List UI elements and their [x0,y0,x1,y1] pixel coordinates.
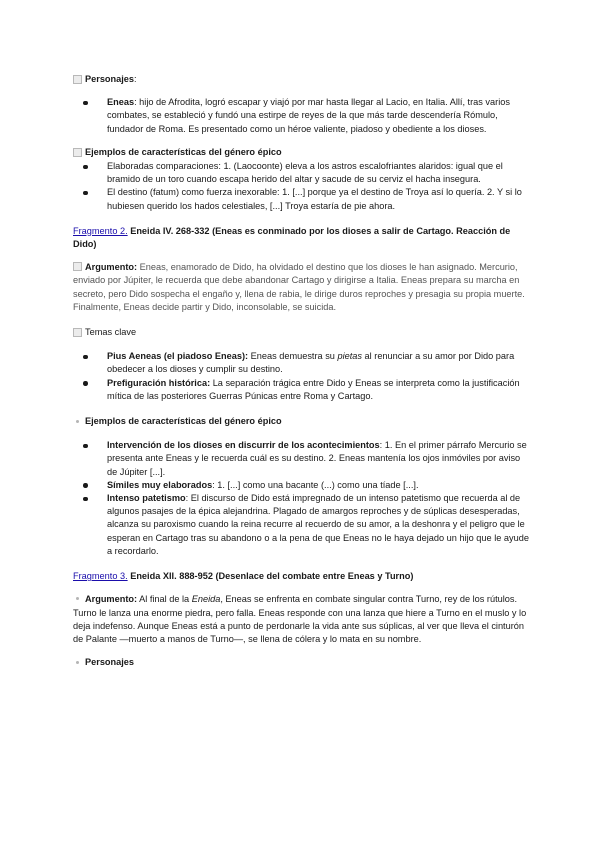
ejemplos-list-2 [73,439,530,558]
personajes-label: Personajes [85,74,135,84]
ejemplos-heading-1 [73,146,530,159]
temas-heading [73,326,530,339]
checkbox-icon [73,75,82,84]
item-text: El destino (fatum) como fuerza inexorable: 1. [...] porque ya el destino de Troya así lo quería. 2. Y si lo hubiesen querido los hados celestiales, [...] Troya estaría de pie ahora. [107,187,522,211]
personajes-heading [73,73,530,86]
argumento-2-paragraph [73,261,530,314]
checkbox-icon [73,148,82,157]
list-item [107,479,530,492]
item-label: Intervención de los dioses en discurrir de los acontecimientos [107,440,380,451]
ejemplos-label: Ejemplos de características del género épico [85,146,282,157]
argumento-3-paragraph [73,593,530,646]
argumento-label: Argumento: [85,594,138,605]
temas-label: Temas clave [85,327,137,338]
item-text: al renunciar a su amor por Dido para obedecer a los dioses y cumplir su destino. [107,351,515,375]
item-label: Pius Aeneas (el piadoso Eneas): [107,351,249,362]
list-item [107,160,530,186]
item-label: Eneas [107,97,135,108]
item-text: Elaboradas comparaciones: 1. (Laocoonte) eleva a los astros escalofriantes alaridos: igual que el bramido de un toro cuando escapa herido del altar y sacude de su cerviz el hacha insegura. [107,161,503,185]
personajes-heading-3 [73,656,530,669]
bullet-dot-icon [76,420,79,423]
checkbox-icon [73,262,82,271]
argumento-emphasis: Eneida [191,594,221,605]
list-item [107,377,530,403]
item-text: : 1. En el primer párrafo Mercurio se presenta ante Eneas y le recuerda cuál es su destino. 2. Eneas mantenía los ojos inmóviles por aviso de Júpiter [...]. [107,440,527,477]
ejemplos-label: Ejemplos de características del género épico [85,416,282,427]
personajes-label: Personajes [85,657,135,668]
item-emphasis: pietas [337,351,362,362]
item-text: La separación trágica entre Dido y Eneas se interpreta como la justificación mítica de las posteriores Guerras Púnicas entre Roma y Cartago. [107,377,520,401]
item-text: : hijo de Afrodita, logró escapar y viajó por mar hasta llegar al Lacio, en Italia. Allí, tras varios combates, se estableció y fundó una estirpe de reyes de la que más tarde descendería Rómulo, fundador de Roma. Es presentado como un héroe valiente, piadoso y obediente a los dioses. [107,97,510,134]
item-text: : El discurso de Dido está impregnado de un intenso patetismo que recuerda al de algunos pasajes de la épica alejandrina. Plagado de amargos reproches y de súplicas desesperadas, alcanza su paroxismo cuando la reina recurre al recuerdo de su amor, a la deshonra y el peligro que le esperan en Cartago tras su abandono o a la pena de que Eneas no le haya dejado un hijo que le ayude a recordarlo. [107,493,529,556]
bullet-dot-icon [76,661,79,664]
argumento-text: Al final de la [137,594,192,605]
fragmento-2-link[interactable]: Fragmento 2. [73,225,128,236]
argumento-label: Argumento: [85,262,138,273]
list-item [107,186,530,212]
item-text: Eneas demuestra su [248,351,338,362]
checkbox-icon [73,328,82,337]
fragmento-2-heading [73,225,530,251]
fragmento-3-title: Eneida XII. 888-952 (Desenlace del combate entre Eneas y Turno) [127,571,414,582]
item-text: : 1. [...] como una bacante (...) como una tíade [...]. [212,479,419,490]
argumento-text: Eneas, enamorado de Dido, ha olvidado el destino que los dioses le han asignado. Mercurio, enviado por Júpiter, le recuerda que debe abandonar Cartago y dirigirse a Italia. Eneas prepara su marcha en secreto, pero Dido sospecha el engaño y, llena de rabia, le dirige duros reproches y presagia su propia muerte. Finalmente, Eneas decide partir y Dido, inconsolable, se suicida. [73,262,525,312]
fragmento-3-link[interactable]: Fragmento 3. [73,571,128,582]
temas-list [73,350,530,403]
list-item [107,350,530,376]
item-label: Símiles muy elaborados [107,479,213,490]
item-label: Prefiguración histórica: [107,377,211,388]
personajes-list [73,96,530,136]
personajes-colon: : [134,74,137,84]
ejemplos-list-1 [73,160,530,213]
fragmento-3-heading [73,570,530,583]
item-label: Intenso patetismo [107,493,186,504]
ejemplos-heading-2 [73,415,530,428]
list-item [107,492,530,558]
list-item [107,439,530,479]
list-item [107,96,530,136]
fragmento-2-title: Eneida IV. 268-332 (Eneas es conminado por los dioses a salir de Cartago. Reacción de Dido) [73,225,511,250]
argumento-text: , Eneas se enfrenta en combate singular contra Turno, rey de los rútulos. Turno le lanza una enorme piedra, pero falla. Eneas responde con una lanza que hiere a Turno en el muslo y lo deja indefenso. Aunque Eneas está a punto de perdonarle la vida ante sus súplicas, al ver que lleva el cinturón de Palante —muerto a manos de Turno—, se llena de cólera y lo mata en su nombre. [73,594,527,644]
bullet-dot-icon [76,597,79,600]
